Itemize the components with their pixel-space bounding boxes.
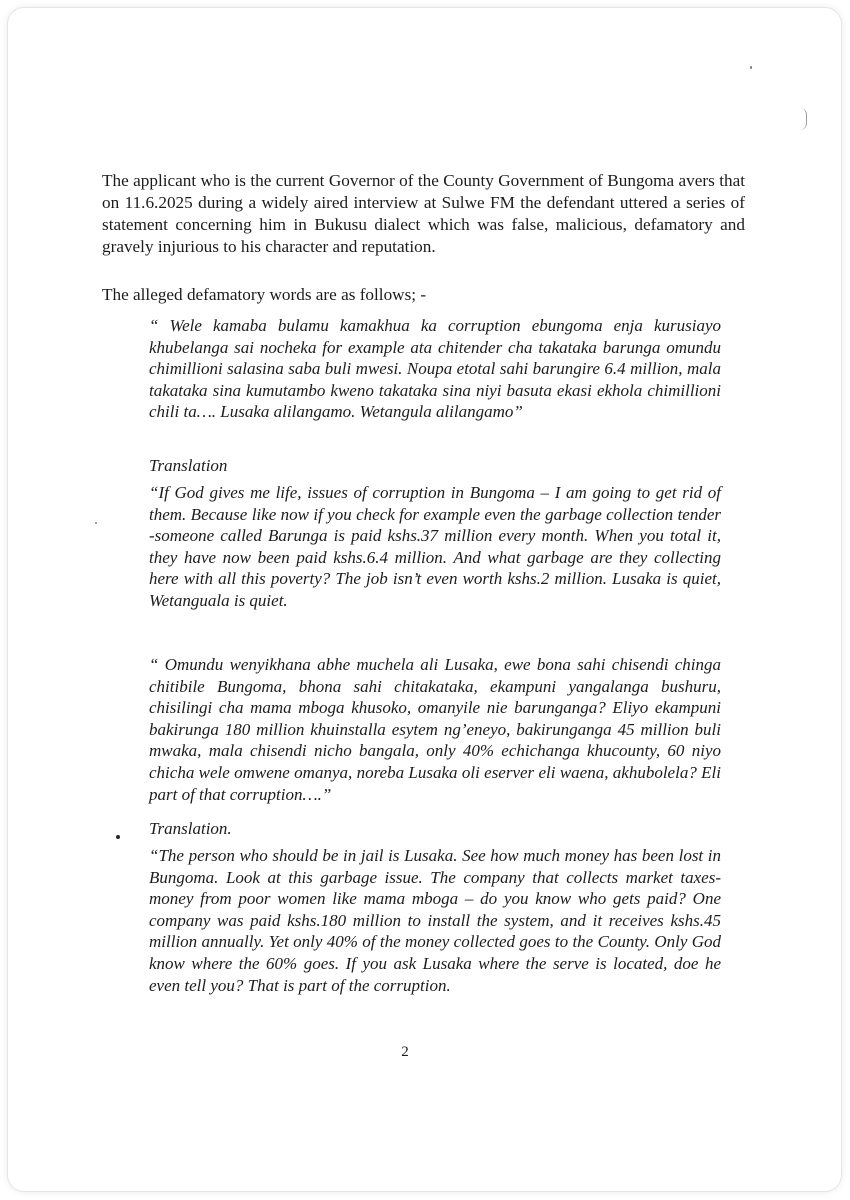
- scan-speck: [750, 66, 752, 69]
- scan-edge-mark: [800, 108, 807, 130]
- bukusu-quote-2: “ Omundu wenyikhana abhe muchela ali Lusaka, ewe bona sahi chisendi chinga chitibile Bungoma, bhona sahi chitakataka, ekampuni yangalanga bushuru, chisilingi cha mama mboga khusoko, omanyile nie barunganga? Eliyo ekampuni bakirunga 180 million khuinstalla esytem ng’eneyo, bakirunganga 45 million buli mwaka, mala chisendi nicho bangala, only 40% echichanga khucounty, 60 niyo chicha wele omwene omanya, noreba Lusaka oli eserver eli waena, akhubolela? Eli part of that corruption….”: [149, 655, 721, 804]
- intro-paragraph: The applicant who is the current Governor of the County Government of Bungoma avers that on 11.6.2025 during a widely aired interview at Sulwe FM the defendant uttered a series of statement concerning him in Bukusu dialect which was false, malicious, defamatory and gravely injurious to his character and reputation.: [102, 171, 745, 256]
- page-number: 2: [401, 1044, 409, 1060]
- scan-speck: [116, 835, 120, 839]
- translation-quote-2: “The person who should be in jail is Lusaka. See how much money has been lost in Bungoma. Look at this garbage issue. The company that collects market taxes- money from poor women like mama mboga – do you know who gets paid? One company was paid kshs.180 million to install the system, and it receives kshs.45 million annually. Yet only 40% of the money collected goes to the County. Only God know where the 60% goes. If you ask Lusaka where the serve is located, doe he even tell you? That is part of the corruption.: [149, 846, 721, 995]
- lead-in-paragraph: The alleged defamatory words are as follows; -: [102, 285, 427, 304]
- scan-speck: [95, 522, 97, 524]
- bukusu-quote-1: “ Wele kamaba bulamu kamakhua ka corruption ebungoma enja kurusiayo khubelanga sai nocheka for example ata chitender cha takataka barunga omundu chimillioni salasina saba buli mwesi. Noupa etotal sahi barungire 6.4 million, mala takataka sina kumutambo kweno takataka sina niyi basuta ekasi ekhola chimillioni chili ta…. Lusaka alilangamo. Wetangula alilangamo”: [149, 316, 721, 422]
- translation-heading-1: Translation: [149, 456, 228, 475]
- translation-heading-2: Translation.: [149, 819, 232, 838]
- translation-quote-1: “If God gives me life, issues of corruption in Bungoma – I am going to get rid of them. Because like now if you check for example even the garbage collection tender -someone called Barunga is paid kshs.37 million every month. When you total it, they have now been paid kshs.6.4 million. And what garbage are they collecting here with all this poverty? The job isn’t even worth kshs.2 million. Lusaka is quiet, Wetanguala is quiet.: [149, 483, 721, 610]
